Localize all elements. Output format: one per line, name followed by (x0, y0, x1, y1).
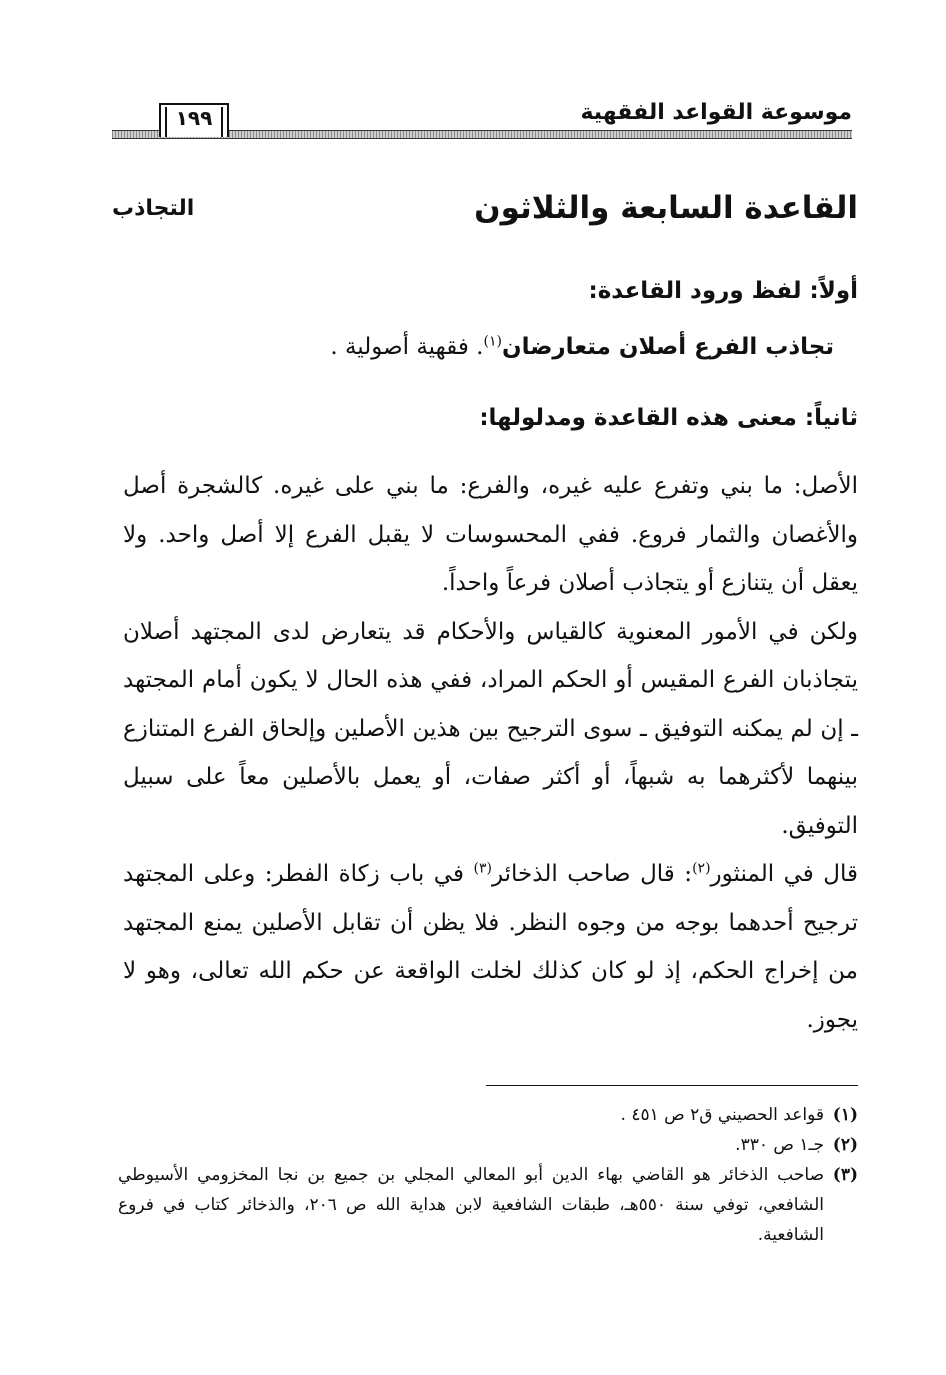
paragraph-text: في باب زكاة الفطر: وعلى المجتهد ترجيح أحدهما بوجه من وجوه النظر. فلا يظن أن تقابل الأصلين يمنع المجتهد من إخراج الحكم، إذ لو كان كذلك لخلت الواقعة عن حكم الله تعالى، وهو لا يجوز. (123, 861, 858, 1033)
rule-statement (330, 334, 834, 360)
footnote-text: صاحب الذخائر هو القاضي بهاء الدين أبو المعالي المجلي بن جميع بن نجا المخزومي الأسيوطي الشافعي، توفي سنة ٥٥٠هـ، طبقات الشافعية لابن هداية الله ص ٢٠٦، والذخائر كتاب في فروع الشافعية. (118, 1165, 824, 1245)
section-heading-wording: أولاً: لفظ ورود القاعدة: (588, 278, 858, 304)
paragraph (123, 850, 858, 1044)
rule-classification: . فقهية أصولية . (330, 334, 484, 360)
section-heading-meaning: ثانياً: معنى هذه القاعدة ومدلولها: (479, 405, 858, 431)
footnote-separator (486, 1085, 858, 1086)
footnote-number: (١) (832, 1105, 858, 1125)
footnote-item (118, 1130, 858, 1160)
footnote-number: (٣) (832, 1165, 858, 1185)
paragraph-text: : قال صاحب الذخائر (491, 861, 693, 887)
body-text (123, 462, 858, 1044)
page-header (112, 92, 852, 144)
footnote-ref-2: (٢) (692, 860, 711, 877)
footnotes (118, 1100, 858, 1250)
paragraph: الأصل: ما بني وتفرع عليه غيره، والفرع: ما بني على غيره. كالشجرة أصل والأغصان والثمار فروع. ففي المحسوسات لا يقبل الفرع إلا أصل واحد. ولا يعقل أن يتنازع أو يتجاذب أصلان فرعاً واحداً. (123, 473, 858, 596)
rule-title: القاعدة السابعة والثلاثون (474, 190, 858, 226)
footnote-text: جـ١ ص ٣٣٠. (735, 1135, 824, 1155)
footnote-ref-1: (١) (483, 333, 502, 350)
footnote-ref-3: (٣) (473, 860, 492, 877)
footnote-text: قواعد الحصيني ق٢ ص ٤٥١ . (620, 1105, 824, 1125)
rule-tag: التجاذب (112, 196, 195, 221)
book-title: موسوعة القواعد الفقهية (580, 100, 852, 125)
footnote-number: (٢) (832, 1135, 858, 1155)
paragraph-text: قال في المنثور (710, 861, 858, 887)
page-number-box (159, 103, 229, 137)
page-number: ١٩٩ (175, 106, 213, 130)
paragraph: ولكن في الأمور المعنوية كالقياس والأحكام قد يتعارض لدى المجتهد أصلان يتجاذبان الفرع المقيس أو الحكم المراد، ففي هذه الحال لا يكون أمام المجتهد ـ إن لم يمكنه التوفيق ـ سوى الترجيح بين هذين الأصلين وإلحاق الفرع المتنازع بينهما لأكثرهما به شبهاً، أو أكثر صفات، أو يعمل بالأصلين معاً على سبيل التوفيق. (123, 618, 858, 839)
footnote-item (118, 1100, 858, 1130)
footnote-item (118, 1160, 858, 1250)
rule-statement-text: تجاذب الفرع أصلان متعارضان (501, 334, 834, 360)
